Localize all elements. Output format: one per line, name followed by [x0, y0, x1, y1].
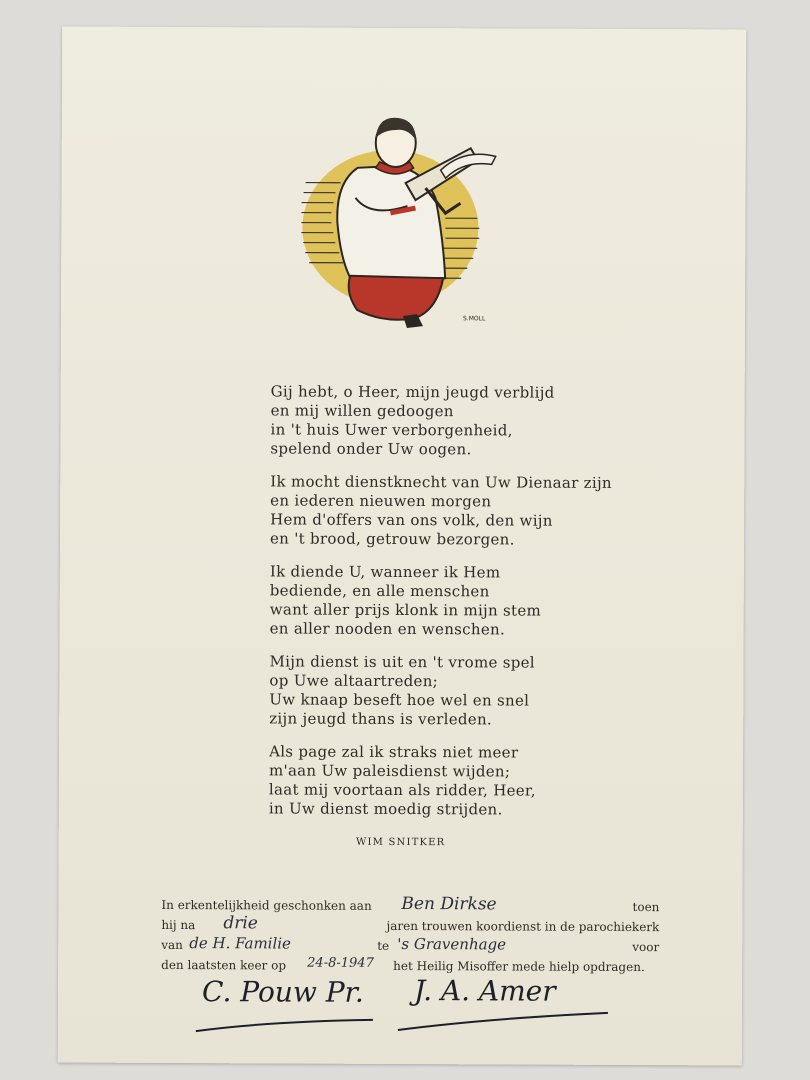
poem-line: bediende, en alle menschen: [269, 581, 490, 601]
handwritten-city: 's Gravenhage: [397, 934, 507, 954]
poem-line: Gij hebt, o Heer, mijn jeugd verblijd: [270, 382, 555, 402]
poem-line: Ik mocht dienstknecht van Uw Dienaar zijn: [270, 472, 612, 492]
poem-line: en mij willen gedoogen: [270, 401, 454, 421]
altar-boy-illustration: [295, 88, 506, 329]
poem-line: en iederen nieuwen morgen: [270, 491, 492, 511]
poem-line: zijn jeugd thans is verleden.: [269, 709, 493, 729]
poem-line: Mijn dienst is uit en 't vrome spel: [269, 652, 535, 672]
handwritten-parish: de H. Familie: [189, 934, 292, 953]
poem-line: Uw knaap beseft hoe wel en snel: [269, 690, 530, 710]
dedication-text: toen: [632, 900, 660, 915]
dedication-text: In erkentelijkheid geschonken aan: [161, 897, 372, 913]
poem-line: Hem d'offers van ons volk, den wijn: [270, 510, 553, 530]
poem-line: en aller nooden en wenschen.: [269, 619, 506, 639]
signature-right: J. A. Amer: [413, 974, 556, 1008]
dedication-text: voor: [632, 940, 660, 955]
handwritten-date: 24-8-1947: [307, 955, 374, 971]
poem-line: laat mij voortaan als ridder, Heer,: [268, 780, 536, 800]
poem-line: want aller prijs klonk in mijn stem: [269, 600, 542, 620]
poem-line: in Uw dienst moedig strijden.: [268, 799, 503, 819]
handwritten-years: drie: [223, 913, 258, 934]
poem-line: op Uwe altaartreden;: [269, 671, 439, 691]
poem-stanza: [270, 382, 650, 460]
document-sheet: [58, 27, 747, 1066]
poem-line: en 't brood, getrouw bezorgen.: [269, 529, 515, 549]
poem-stanza: [270, 562, 650, 640]
dedication-text: het Heilig Misoffer mede hielp opdragen.: [393, 958, 645, 975]
dedication-text: den laatsten keer op: [161, 957, 287, 973]
poem-line: m'aan Uw paleisdienst wijden;: [268, 761, 511, 781]
poem-text: [269, 382, 651, 834]
svg-text:S.MOLL: S.MOLL: [462, 315, 486, 323]
poem-line: Ik diende U, wanneer ik Hem: [269, 562, 501, 582]
dedication-text: van: [161, 937, 183, 953]
poem-stanza: [269, 652, 649, 730]
dedication-text: hij na: [161, 917, 196, 933]
dedication-text: te: [377, 938, 390, 953]
poem-author: WIM SNITKER: [355, 836, 446, 849]
poem-line: spelend onder Uw oogen.: [270, 439, 472, 459]
signature-left: C. Pouw Pr.: [201, 975, 364, 1009]
poem-line: Als page zal ik straks niet meer: [269, 742, 519, 762]
poem-stanza: [269, 742, 649, 820]
poem-stanza: [270, 472, 650, 550]
dedication-text: jaren trouwen koordienst in de parochiekerk: [386, 918, 660, 935]
poem-line: in 't huis Uwer verborgenheid,: [270, 420, 513, 440]
signatures: [188, 967, 618, 1039]
handwritten-recipient-name: Ben Dirkse: [401, 894, 497, 915]
